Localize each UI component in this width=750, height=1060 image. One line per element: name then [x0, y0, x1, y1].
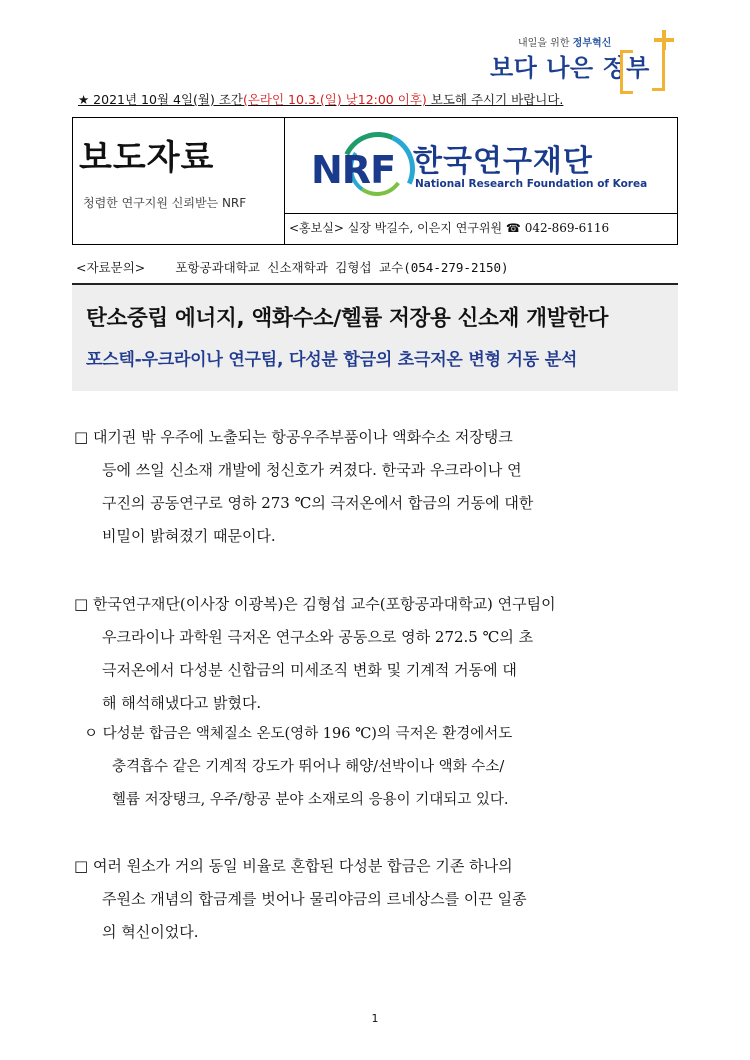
inquiry-line: <자료문의> 포항공과대학교 신소재학과 김형섭 교수(054-279-2150): [76, 260, 509, 275]
press-release-slogan: 청렴한 연구지원 신뢰받는 NRF: [83, 196, 247, 210]
page-number: 1: [371, 1012, 379, 1025]
header-divider-vertical: [284, 118, 285, 244]
plus-icon-vertical: [662, 30, 666, 50]
contact-info: <홍보실> 실장 박길수, 이은지 연구위원 ☎ 042-869-6116: [289, 221, 610, 235]
gov-logo-small-text: 내일을 위한 정부혁신: [518, 38, 612, 49]
headline-band: [72, 283, 678, 391]
body-paragraph-2: □ 한국연구재단(이사장 이광복)은 김형섭 교수(포항공과대학교) 연구팀이 우크라이나 과학원 극저온 연구소와 공동으로 영하 272.5 ℃의 초 극저온에서 다성분 신합금의 미세조직 변화 및 기계적 거동에 대 해 해석해냈다고 밝혔다.: [74, 595, 556, 712]
embargo-notice: ★ 2021년 10월 4일(월) 조간(온라인 10.3.(일) 낮12:00 이후) 보도해 주시기 바랍니다.: [78, 92, 564, 107]
gov-logo-big-text: 보다 나은 정부: [490, 54, 650, 82]
phone-icon: ☎: [505, 221, 521, 235]
body-paragraph-3: □ 여러 원소가 거의 동일 비율로 혼합된 다성분 합금은 기존 하나의 주원소 개념의 합금계를 벗어나 물리야금의 르네상스를 이끈 일종 의 혁신이었다.: [74, 857, 527, 941]
gov-logo-bracket-right: [652, 50, 665, 91]
headline-title: 탄소중립 에너지, 액화수소/헬륨 저장용 신소재 개발한다: [86, 306, 609, 331]
nrf-logo-letters: NRF: [311, 148, 396, 192]
nrf-english-name: National Research Foundation of Korea: [415, 178, 648, 190]
nrf-korean-name: 한국연구재단: [413, 144, 593, 179]
header-divider-horizontal: [284, 213, 677, 214]
nrf-logo: [311, 128, 651, 208]
gov-logo-bracket-left: [620, 50, 633, 94]
body-subparagraph-2: ㅇ 다성분 합금은 액체질소 온도(영하 196 ℃)의 극저온 환경에서도 충격흡수 같은 기계적 강도가 뛰어나 해양/선박이나 액화 수소/ 헬륨 저장탱크, 우주/항공 분야 소재로의 응용이 기대되고 있다.: [84, 726, 513, 808]
press-release-header: [72, 117, 678, 245]
body-paragraph-1: □ 대기권 밖 우주에 노출되는 항공우주부품이나 액화수소 저장탱크 등에 쓰일 신소재 개발에 청신호가 켜졌다. 한국과 우크라이나 연 구진의 공동연구로 영하 273 ℃의 극저온에서 합금의 거동에 대한 비밀이 밝혀졌기 때문이다.: [74, 428, 534, 545]
headline-subtitle: 포스텍-우크라이나 연구팀, 다성분 합금의 초극저온 변형 거동 분석: [86, 350, 578, 370]
press-release-title: 보도자료: [79, 138, 215, 178]
gov-innovation-logo: [484, 30, 684, 92]
